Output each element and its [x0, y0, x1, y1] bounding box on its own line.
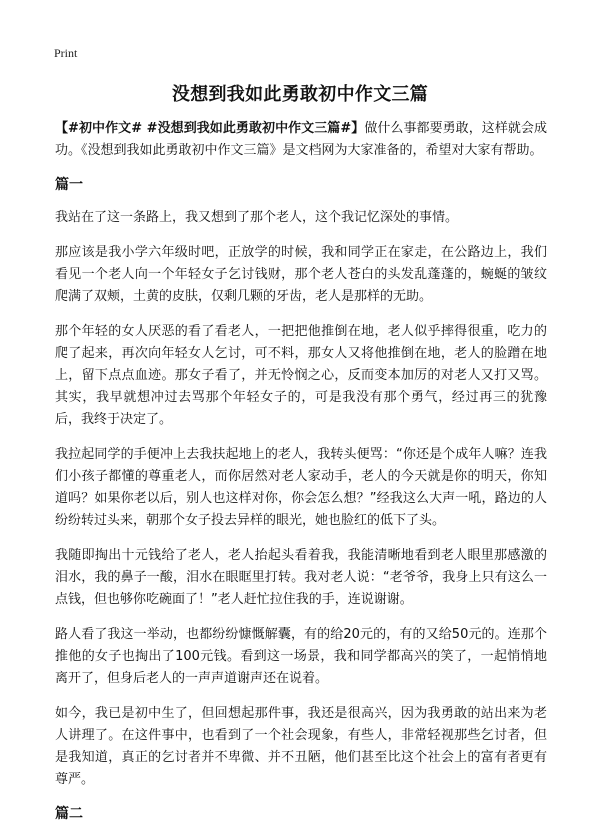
- paragraph: 如今，我已是初中生了，但回想起那件事，我还是很高兴，因为我勇敢的站出来为老人讲理了。在这件事中，也看到了一个社会现象，有些人，非常轻视那些乞讨者，但是我知道，真正的乞讨者并不卑微、并不丑陋，他们甚至比这个社会上的富有者更有尊严。: [55, 706, 547, 787]
- section-heading-1: 篇一: [55, 177, 83, 193]
- article-body: [55, 118, 547, 836]
- paragraph: 我站在了这一条路上，我又想到了那个老人，这个我记忆深处的事情。: [55, 210, 459, 225]
- section-heading-2: 篇二: [55, 806, 83, 822]
- page-title: 没想到我如此勇敢初中作文三篇: [171, 84, 429, 105]
- intro-paragraph: [55, 118, 547, 162]
- print-link[interactable]: Print: [54, 46, 78, 60]
- paragraph: 路人看了我这一举动，也都纷纷慷慨解囊，有的给20元的，有的又给50元的。连那个推他的女子也掏出了100元钱。看到这一场景，我和同学都高兴的笑了，一起悄悄地离开了，但身后老人的一声声道谢声还在说着。: [55, 627, 547, 686]
- paragraph: 我随即掏出十元钱给了老人，老人抬起头看着我，我能清晰地看到老人眼里那感激的泪水，我的鼻子一酸，泪水在眼眶里打转。我对老人说：“老爷爷，我身上只有这么一点钱，但也够你吃碗面了！”老人赶忙拉住我的手，连说谢谢。: [55, 548, 547, 607]
- intro-tags[interactable]: 【#初中作文# #没想到我如此勇敢初中作文三篇#】: [55, 121, 365, 136]
- paragraph: 那个年轻的女人厌恶的看了看老人，一把把他推倒在地，老人似乎摔得很重，吃力的爬了起来，再次向年轻女人乞讨，可不料，那女人又将他推倒在地，老人的脸蹭在地上，留下点点血迹。那女子看了，并无怜悯之心，反而变本加厉的对老人又打又骂。其实，我早就想冲过去骂那个年轻女子的，可是我没有那个勇气，经过再三的犹豫后，我终于决定了。: [55, 324, 547, 427]
- intro-text: 做什么事都要勇敢，这样就会成功。《没想到我如此勇敢初中作文三篇》是文档网为大家准备的，希望对大家有帮助。: [55, 121, 547, 158]
- paragraph: 那应该是我小学六年级时吧，正放学的时候，我和同学正在家走，在公路边上，我们看见一个老人向一个年轻女子乞讨钱财，那个老人苍白的头发乱蓬蓬的，蜿蜒的皱纹爬满了双颊，土黄的皮肤，仅剩几颗的牙齿，老人是那样的无助。: [55, 245, 547, 304]
- paragraph: 我拉起同学的手便冲上去我扶起地上的老人，我转头便骂：“你还是个成年人嘛？连我们小孩子都懂的尊重老人，而你居然对老人家动手，老人的今天就是你的明天，你知道吗？如果你老以后，别人也这样对你，你会怎么想？”经我这么大声一吼，路边的人纷纷转过头来，朝那个女子投去异样的眼光，她也脸红的低下了头。: [55, 447, 547, 528]
